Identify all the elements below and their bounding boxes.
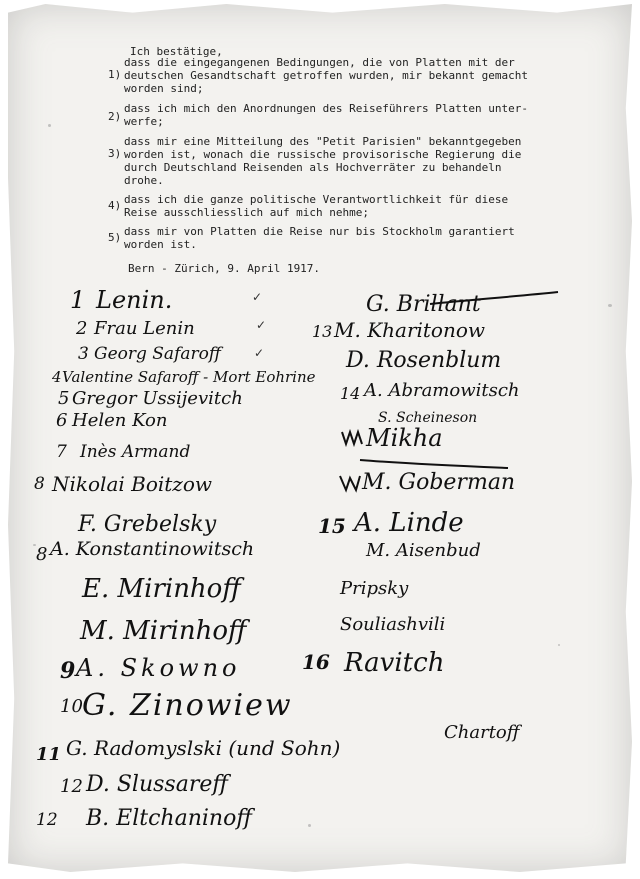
clause-4-line-2: Reise ausschliesslich auf mich nehme; bbox=[124, 206, 370, 219]
clause-1-line-1: dass die eingegangenen Bedingungen, die von Platten mit der bbox=[124, 56, 515, 69]
clause-3-line-3: durch Deutschland Reisenden als Hochverräter zu behandeln bbox=[124, 161, 502, 174]
signature-kharitonow: M. Kharitonow bbox=[334, 318, 486, 342]
signature-ines-armand: Inès Armand bbox=[80, 442, 191, 462]
signature-e-mirinhoff: E. Mirinhoff bbox=[82, 574, 241, 604]
signature-souliashvili: Souliashvili bbox=[340, 614, 446, 635]
signature-boitzow: Nikolai Boitzow bbox=[52, 472, 212, 496]
signature-number: 12 bbox=[36, 810, 58, 830]
signature-number: 11 bbox=[36, 744, 62, 765]
signature-ussijevitch: Gregor Ussijevitch bbox=[72, 388, 243, 409]
clause-1-line-3: worden sind; bbox=[124, 82, 204, 95]
signature-eltchaninoff: B. Eltchaninoff bbox=[86, 806, 252, 831]
clause-1-number: 1) bbox=[108, 68, 122, 81]
clause-2-line-2: werfe; bbox=[124, 115, 164, 128]
signature-number: 7 bbox=[56, 442, 67, 462]
signature-skowno: A. Skowno bbox=[76, 654, 241, 682]
signature-number: 13 bbox=[312, 322, 333, 341]
signature-chartoff: Chartoff bbox=[444, 722, 520, 743]
signature-zinowiew: G. Zinowiew bbox=[82, 688, 293, 723]
signature-number: 15 bbox=[318, 514, 346, 538]
signature-goberman: M. Goberman bbox=[362, 470, 516, 495]
clause-5-line-1: dass mir von Platten die Reise nur bis Stockholm garantiert bbox=[124, 225, 515, 238]
signature-safaroff: Georg Safaroff bbox=[94, 344, 221, 364]
place-date: Bern - Zürich, 9. April 1917. bbox=[128, 262, 321, 275]
signature-abramowitsch: A. Abramowitsch bbox=[364, 380, 520, 401]
signature-number: 4 bbox=[52, 368, 62, 386]
signature-number: 1 bbox=[70, 286, 86, 314]
signature-number: 6 bbox=[56, 410, 68, 431]
signature-konstantinowitsch: A. Konstantinowitsch bbox=[50, 538, 255, 560]
signature-mikha: Mikha bbox=[366, 424, 443, 452]
clause-3-line-1: dass mir eine Mitteilung des "Petit Parisien" bekanntgegeben bbox=[124, 135, 522, 148]
signature-number: 16 bbox=[302, 650, 330, 674]
signature-number: 5 bbox=[58, 388, 70, 409]
clause-2-number: 2) bbox=[108, 110, 122, 123]
signature-pripsky: Pripsky bbox=[340, 578, 409, 599]
signature-number: 14 bbox=[340, 384, 361, 403]
signature-aisenbud: M. Aisenbud bbox=[366, 540, 481, 561]
scribble-mark bbox=[340, 430, 364, 446]
clause-5-number: 5) bbox=[108, 231, 122, 244]
signature-ravitch: Ravitch bbox=[344, 648, 445, 678]
signature-frau-lenin: Frau Lenin bbox=[94, 318, 195, 339]
signature-linde: A. Linde bbox=[354, 508, 464, 538]
signature-lenin: Lenin. bbox=[96, 286, 173, 314]
declaration-intro: Ich bestätige, bbox=[130, 45, 223, 58]
scribble-mark bbox=[338, 474, 362, 492]
signature-scheineson: S. Scheineson bbox=[378, 410, 478, 426]
signature-number: 9 bbox=[60, 658, 76, 684]
check-mark: ✓ bbox=[252, 290, 263, 304]
signature-number: 8 bbox=[34, 474, 45, 494]
clause-2-line-1: dass ich mich den Anordnungen des Reiseführers Platten unter- bbox=[124, 102, 528, 115]
check-mark: ✓ bbox=[256, 318, 267, 332]
signature-number: 12 bbox=[60, 776, 83, 797]
clause-3-line-2: worden ist, wonach die russische provisorische Regierung die bbox=[124, 148, 522, 161]
signature-valentine-safaroff: Valentine Safaroff - Mort Eohrine bbox=[62, 368, 316, 386]
signature-rosenblum: D. Rosenblum bbox=[346, 348, 502, 373]
signature-grebelsky: F. Grebelsky bbox=[78, 512, 217, 537]
signature-number: 8 bbox=[36, 544, 48, 565]
signature-brillant: G. Brillant bbox=[366, 292, 481, 317]
check-mark: ✓ bbox=[254, 346, 265, 360]
underline-stroke bbox=[430, 290, 560, 310]
clause-4-line-1: dass ich die ganze politische Verantwortlichkeit für diese bbox=[124, 193, 509, 206]
clause-1-line-2: deutschen Gesandtschaft getroffen wurden, mir bekannt gemacht bbox=[124, 69, 528, 82]
signature-number: 2 bbox=[76, 318, 88, 339]
signature-radomyslski: G. Radomyslski (und Sohn) bbox=[66, 736, 341, 760]
signature-number: 10 bbox=[60, 696, 83, 717]
signature-m-mirinhoff: M. Mirinhoff bbox=[80, 616, 247, 646]
signature-slussareff: D. Slussareff bbox=[86, 772, 228, 797]
clause-5-line-2: worden ist. bbox=[124, 238, 197, 251]
signature-helen-kon: Helen Kon bbox=[72, 410, 168, 431]
clause-4-number: 4) bbox=[108, 199, 122, 212]
signature-number: 3 bbox=[78, 344, 89, 364]
clause-3-number: 3) bbox=[108, 147, 122, 160]
clause-3-line-4: drohe. bbox=[124, 174, 164, 187]
